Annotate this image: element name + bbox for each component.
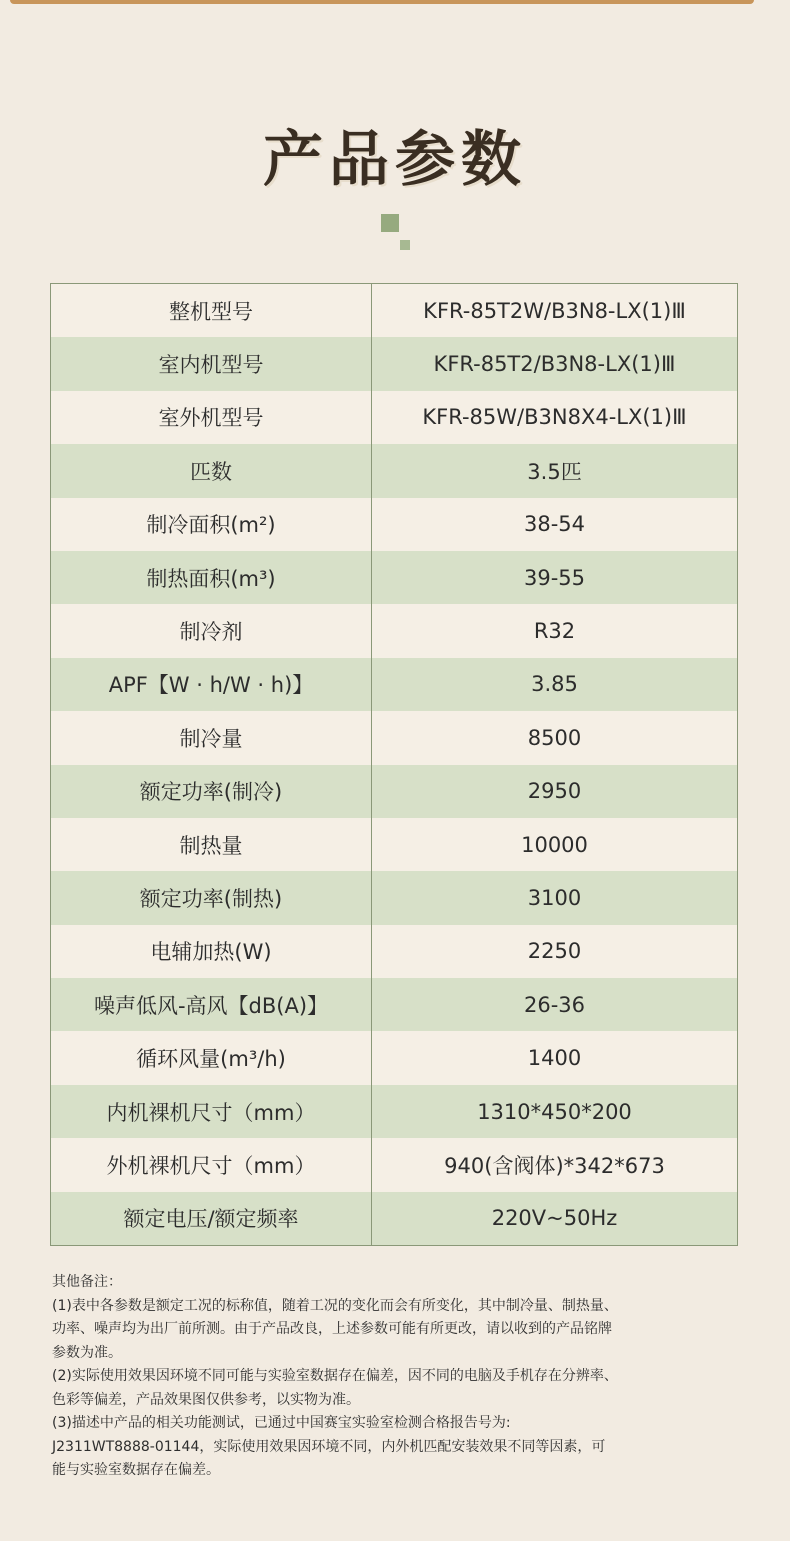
row-value: 38-54 bbox=[523, 512, 586, 537]
table-row bbox=[51, 551, 737, 604]
notes-line: (1)表中各参数是额定工况的标称值，随着工况的变化而会有所变化，其中制冷量、制热量、 bbox=[52, 1297, 618, 1314]
notes-section bbox=[52, 1271, 742, 1483]
top-decorative-band bbox=[10, 0, 754, 4]
row-value: 1310*450*200 bbox=[477, 1099, 632, 1124]
row-label: 内机裸机尺寸（mm） bbox=[51, 1085, 372, 1138]
row-label: 额定功率(制热) bbox=[51, 871, 372, 924]
row-value: 2950 bbox=[527, 779, 582, 804]
row-label: APF【W · h/W · h)】 bbox=[51, 658, 372, 711]
row-label: 整机型号 bbox=[51, 284, 372, 337]
row-label: 额定功率(制冷) bbox=[51, 765, 372, 818]
row-value: 1400 bbox=[527, 1046, 582, 1071]
table-row bbox=[51, 284, 737, 337]
row-value: KFR-85T2W/B3N8-LX(1)Ⅲ bbox=[423, 298, 686, 323]
table-row bbox=[51, 391, 737, 444]
row-label: 外机裸机尺寸（mm） bbox=[51, 1138, 372, 1191]
row-label: 电辅加热(W) bbox=[51, 925, 372, 978]
row-value: 2250 bbox=[527, 939, 582, 964]
table-row bbox=[51, 818, 737, 871]
notes-line: 色彩等偏差，产品效果图仅供参考，以实物为准。 bbox=[52, 1391, 360, 1408]
row-value: 3.85 bbox=[531, 672, 578, 697]
row-label: 循环风量(m³/h) bbox=[51, 1031, 372, 1084]
table-row bbox=[51, 1085, 737, 1138]
row-value: 26-36 bbox=[523, 992, 586, 1017]
table-row bbox=[51, 658, 737, 711]
row-value: 3100 bbox=[527, 885, 582, 910]
spec-table bbox=[50, 283, 738, 1246]
row-value: 220V~50Hz bbox=[491, 1206, 618, 1231]
row-label: 制热量 bbox=[51, 818, 372, 871]
table-row bbox=[51, 711, 737, 764]
row-label: 制冷量 bbox=[51, 711, 372, 764]
row-label: 制冷面积(m²) bbox=[51, 498, 372, 551]
row-value: 39-55 bbox=[523, 565, 586, 590]
row-value: KFR-85T2/B3N8-LX(1)Ⅲ bbox=[433, 352, 676, 377]
page-title: 产品参数 bbox=[263, 125, 527, 195]
notes-body bbox=[52, 1295, 742, 1483]
row-value: 8500 bbox=[527, 725, 582, 750]
table-row bbox=[51, 925, 737, 978]
table-row bbox=[51, 765, 737, 818]
table-row bbox=[51, 604, 737, 657]
table-row bbox=[51, 1138, 737, 1191]
row-value: 3.5匹 bbox=[527, 459, 582, 484]
table-row bbox=[51, 444, 737, 497]
row-label: 额定电压/额定频率 bbox=[51, 1192, 372, 1245]
table-row bbox=[51, 871, 737, 924]
row-value: 10000 bbox=[521, 832, 588, 857]
decorative-square-large bbox=[381, 214, 399, 232]
table-row bbox=[51, 1192, 737, 1245]
row-value: R32 bbox=[533, 619, 576, 644]
row-label: 匹数 bbox=[51, 444, 372, 497]
row-value: 940(含阀体)*342*673 bbox=[444, 1153, 665, 1178]
table-row bbox=[51, 978, 737, 1031]
row-label: 室内机型号 bbox=[51, 337, 372, 390]
row-label: 制热面积(m³) bbox=[51, 551, 372, 604]
row-label: 制冷剂 bbox=[51, 604, 372, 657]
notes-line: J2311WT8888-01144，实际使用效果因环境不同，内外机匹配安装效果不同等因素，可 bbox=[52, 1438, 606, 1455]
notes-heading: 其他备注： bbox=[52, 1274, 122, 1290]
row-value: KFR-85W/B3N8X4-LX(1)Ⅲ bbox=[422, 405, 687, 430]
notes-line: 参数为准。 bbox=[52, 1344, 122, 1361]
table-row bbox=[51, 1031, 737, 1084]
table-row bbox=[51, 337, 737, 390]
table-row bbox=[51, 498, 737, 551]
row-label: 噪声低风-高风【dB(A)】 bbox=[51, 978, 372, 1031]
notes-line: (3)描述中产品的相关功能测试，已通过中国赛宝实验室检测合格报告号为: bbox=[52, 1415, 511, 1431]
notes-line: 能与实验室数据存在偏差。 bbox=[52, 1462, 220, 1478]
notes-line: 功率、噪声均为出厂前所测。由于产品改良，上述参数可能有所更改，请以收到的产品铭牌 bbox=[52, 1321, 612, 1337]
notes-line: (2)实际使用效果因环境不同可能与实验室数据存在偏差，因不同的电脑及手机存在分辨率、 bbox=[52, 1368, 618, 1384]
decorative-square-small bbox=[400, 240, 410, 250]
row-label: 室外机型号 bbox=[51, 391, 372, 444]
